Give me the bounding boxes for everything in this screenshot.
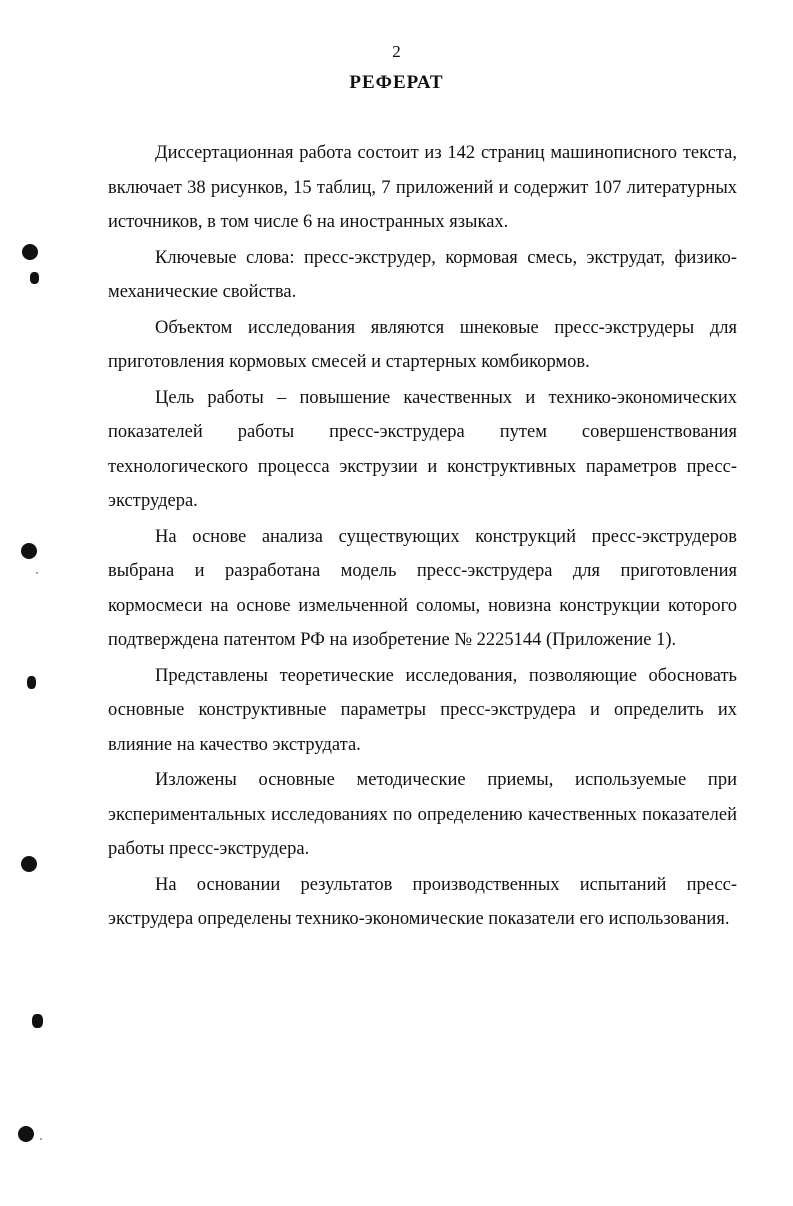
paragraph-object: Объектом исследования являются шнековые пресс-экструдеры для приготовления кормовых смесей и стартерных комбикормов. [108, 317, 737, 372]
punch-hole-mark [18, 1126, 34, 1142]
paragraph-goal: Цель работы – повышение качественных и технико-экономических показателей работы пресс-экструдера путем совершенствования технологического процесса экструзии и конструктивных параметров пресс-экструдера. [108, 387, 737, 511]
paragraph-volume: Диссертационная работа состоит из 142 страниц машинописного текста, включает 38 рисунков, 15 таблиц, 7 приложений и содержит 107 литературных источников, в том числе 6 на иностранных языках. [108, 143, 737, 232]
dust-speck [36, 572, 38, 574]
page-number: 2 [392, 42, 401, 61]
ink-blot-mark [30, 272, 39, 284]
abstract-body [108, 136, 737, 938]
paragraph-theory: Представлены теоретические исследования, позволяющие обосновать основные конструктивные параметры пресс-экструдера и определить их влияние на качество экструдата. [108, 665, 737, 755]
paragraph-model: На основе анализа существующих конструкций пресс-экструдеров выбрана и разработана модель пресс-экструдера для приготовления кормосмеси на основе измельченной соломы, новизна конструкции которого подтверждена патентом РФ на изобретение № 2225144 (Приложение 1). [108, 526, 737, 650]
paragraph-methods: Изложены основные методические приемы, используемые при экспериментальных исследованиях по определению качественных показателей работы пресс-экструдера. [108, 770, 737, 859]
punch-hole-mark [21, 543, 37, 559]
dust-speck [40, 1138, 42, 1140]
ink-blot-mark [32, 1014, 43, 1028]
paragraph-results: На основании результатов производственных испытаний пресс-экструдера определены технико-экономические показатели его использования. [108, 874, 737, 929]
punch-hole-mark [22, 244, 38, 260]
ink-blot-mark [27, 676, 36, 689]
punch-hole-mark [21, 856, 37, 872]
paragraph-keywords: Ключевые слова: пресс-экструдер, кормовая смесь, экструдат, физико-механические свойства. [108, 247, 737, 302]
page-title: РЕФЕРАТ [349, 72, 444, 93]
